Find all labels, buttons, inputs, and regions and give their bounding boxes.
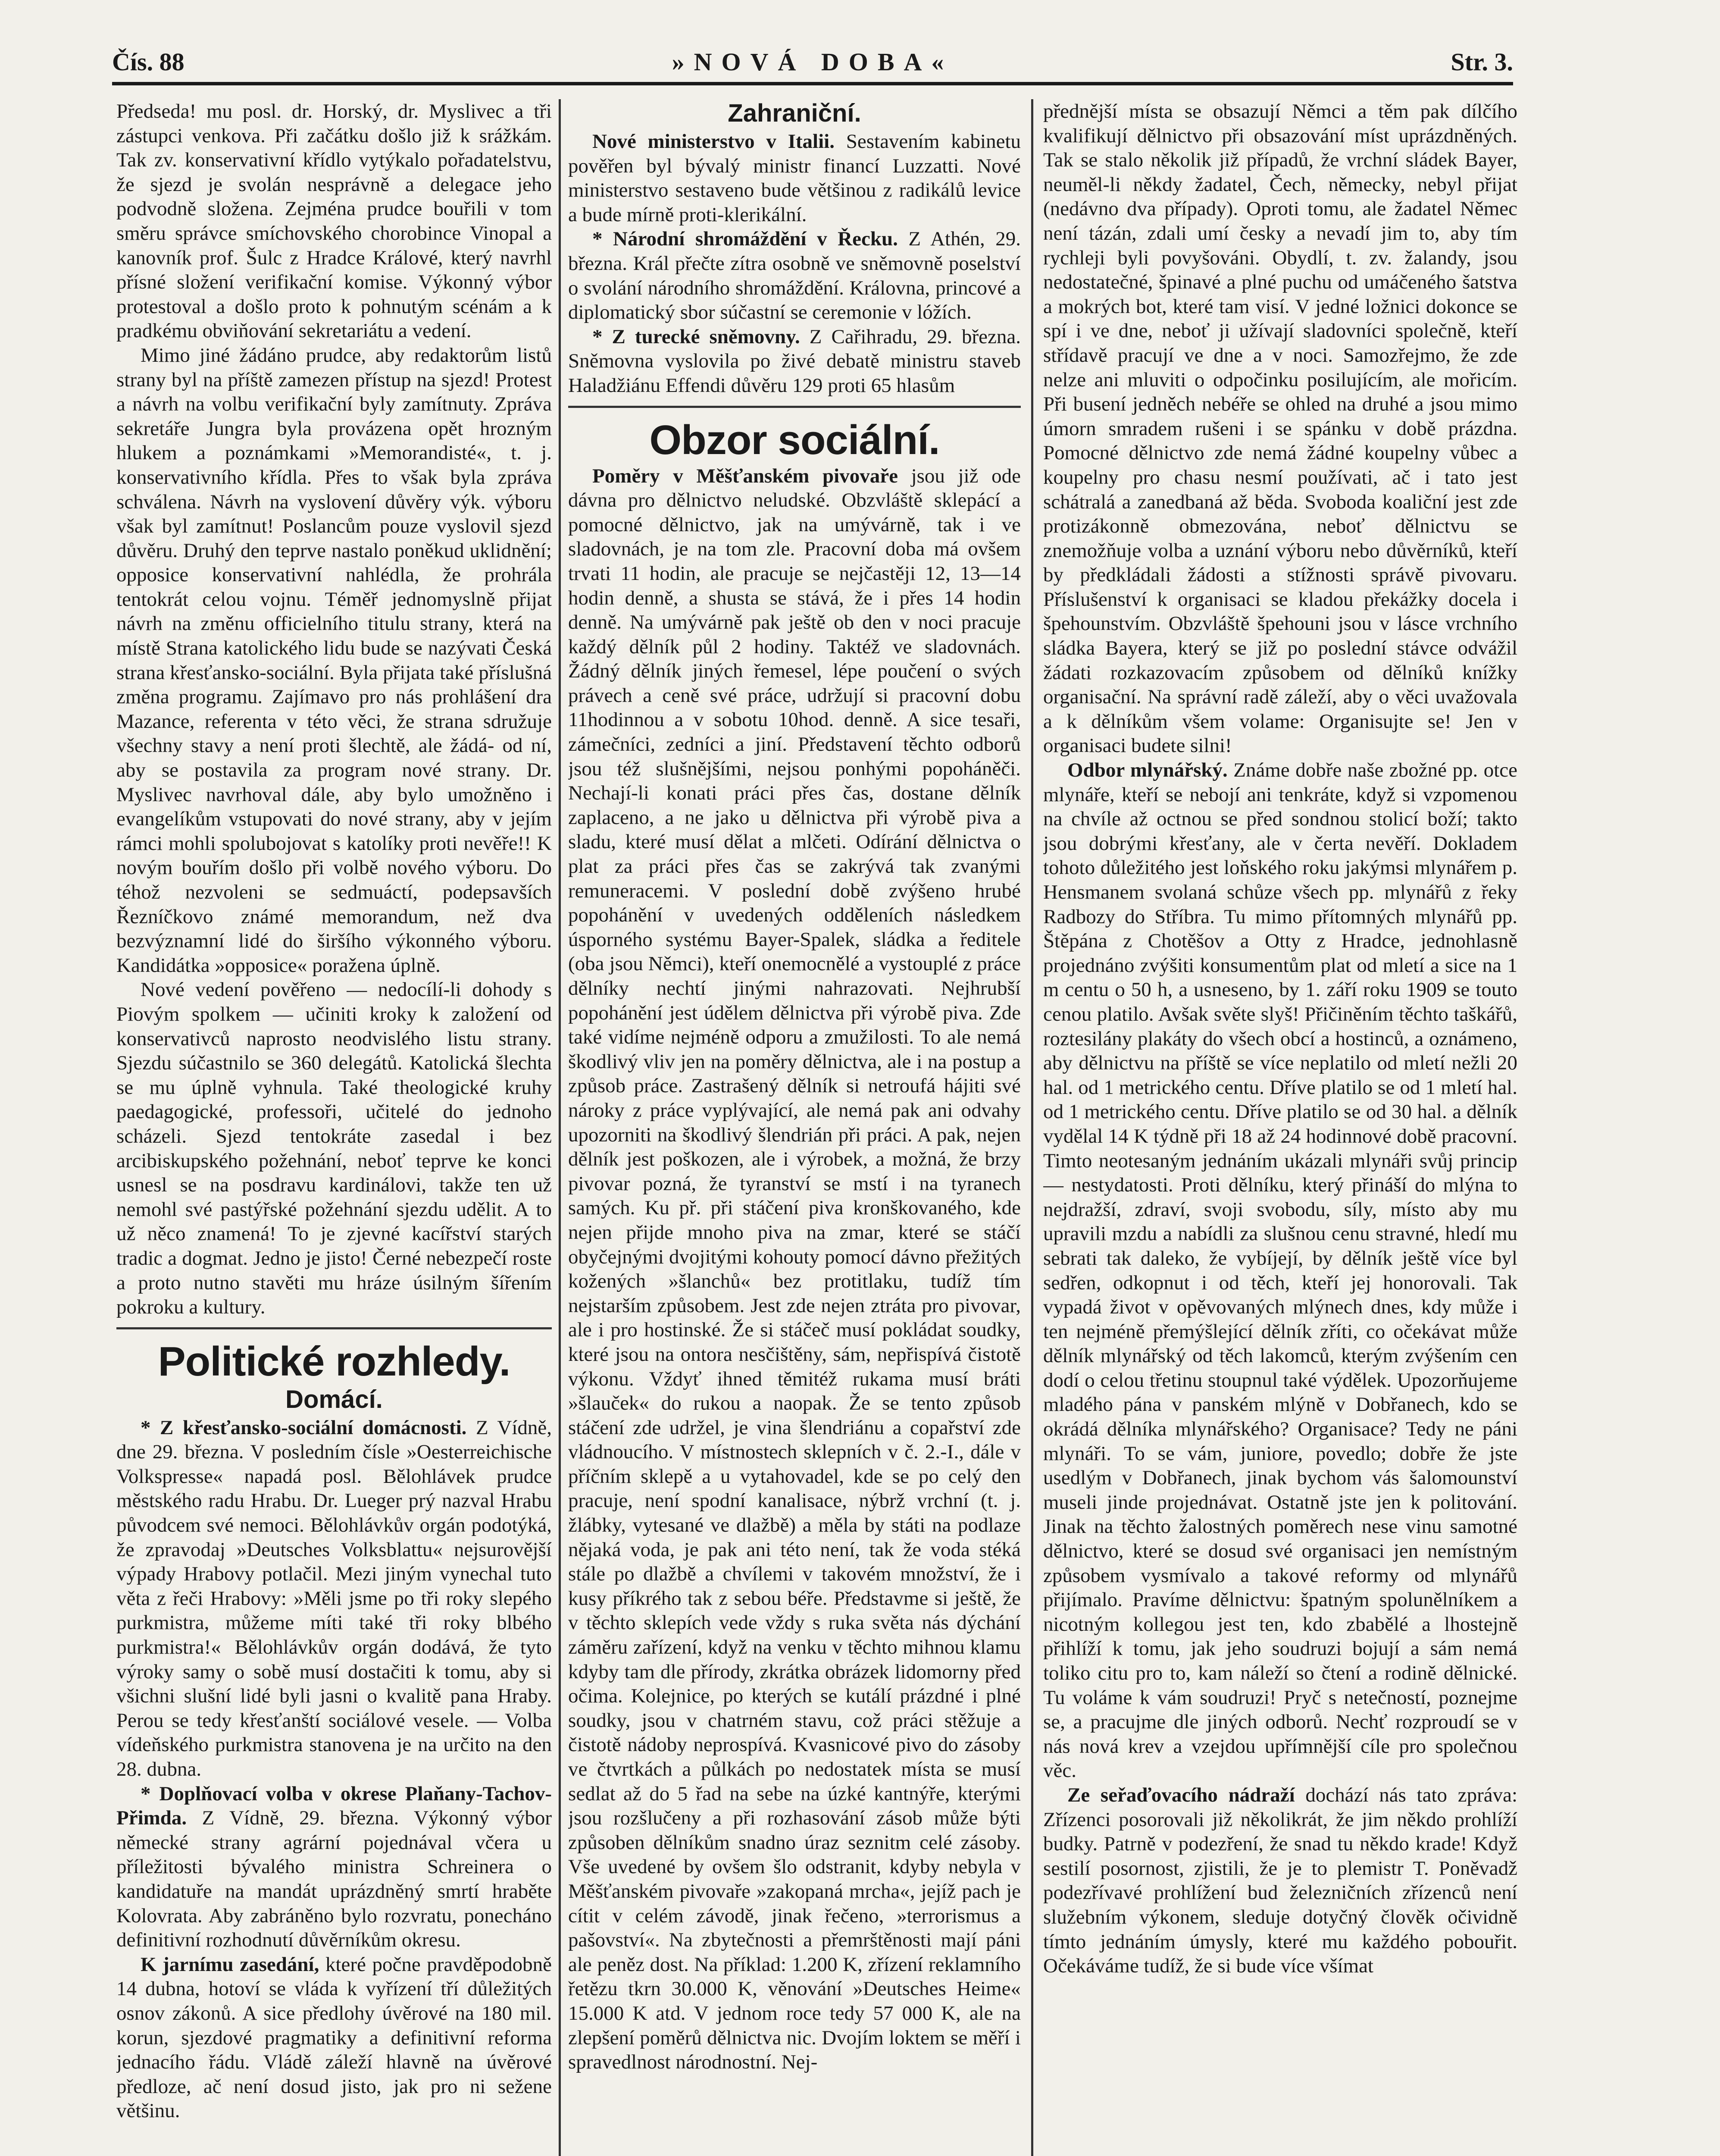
news-item-text: dochází nás tato zpráva: Zřízenci posorovali již několikrát, že jim někdo prohlíží budky. Patrně v podezření, že snad tu někdo krade! Když sestilí posornost, zjistili, že je to plemistr T. Poněvadž podezřívavé prohlížení bud železničních zřízenců není služebním výkonem, sleduje dotyčný člověk očividně tímto jednáním úmysly, které mu každého pobouřit. Očekáváme tudíž, že si bude více všímat: [1043, 1783, 1517, 1977]
news-item: [1043, 758, 1517, 1783]
article-paragraph: Mimo jiné žádáno prudce, aby redaktorům listů strany byl na příště zamezen přístup na sjezd! Protest a návrh na volbu verifikační byly zamítnuty. Zpráva sekretáře Jungra byla provázena opět hrozným hlukem a poznámkami »Memorandisté«, t. j. konservativního křídla. Přes to však byla zpráva schválena. Návrh na vyslovení důvěry výk. výboru však byl zamítnut! Poslancům pouze vyslovil sjezd důvěru. Druhý den teprve nastalo poněkud uklidnění; opposice konservativní nahlédla, že prohrála tentokrát celou vojnu. Téměř jednomyslně přijat návrh na změnu officielního titulu strany, která na místě Strana katolického lidu bude se nazývati Česká strana křesťansko-sociální. Byla přijata také příslušná změna programu. Zajímavo pro nás prohlášení dra Mazance, referenta v této věci, že strana sdružuje všechny stavy a není proti šlechtě, ale žádá- od ní, aby se postavila za program nové strany. Dr. Myslivec navrhoval dále, aby bylo umožněno i evangelíkům vstupovati do nové strany, aby v jejím rámci mohli spolubojovat s katolíky proti nevěře!! K novým bouřím došlo při volbě nového výboru. Do téhož nezvoleni se sedmuáctí, podepsavších Řezníčkovo známé memorandum, než dva bezvýznamní lidé do širšího výkonného výboru. Kandidátka »opposice« poražena úplně.: [116, 344, 552, 977]
news-item: [568, 227, 1021, 324]
news-item-text: Sestavením kabinetu pověřen byl bývalý ministr financí Luzzatti. Nové ministerstvo sestaveno bude většinou z radikálů levice a bude mírně proti-klerikální.: [568, 130, 1021, 226]
issue-number: Čís. 88: [112, 48, 185, 76]
news-item-text: jsou již ode dávna pro dělnictvo neludské. Obzvláště sklepácí a pomocné dělnictvo, jak na umývárně, tak i ve sladovnách, je na tom zle. Pracovní doba má ovšem trvati 11 hodin, ale pracuje se nejčastěji 12, 13—14 hodin denně, a shusta se stává, že i přes 14 hodin denně. Na umývárně pak ještě ob den v noci pracuje každý dělník půl 2 hodiny. Taktéž ve sladovnách. Žádný dělník jiných řemesel, lépe poučení o svých právech a ceně své práce, udržují si pracovní dobu 11hodinnou a v sobotu 10hod. denně. A sice tesaři, zámečníci, zedníci a jiní. Představení těchto odborů jsou též slušnějšími, nejsou ponhými popoháněči. Nechají-li konati práci přes čas, dostane dělník zaplaceno, a ne jako u dělnictva při výrobě piva a sladu, které musí dělat a mlčeti. Odírání dělnictva o plat za práci přes čas se zakrývá tak zvanými remuneracemi. V poslední době zvýšeno hrubé popohánění v uvedených odděleních následkem úsporného systému Bayer-Spalek, sládka a ředitele (oba jsou Němci), kteří onemocnělé a vystouplé z práce dělníky nechtí jinými nahrazovati. Nejhrubší popohánění jest údělem dělnictva při výrobě piva. Zde také vidíme nejméně odporu a zmužilosti. To ale nemá škodlivý vliv jen na poměry dělnictva, ale i na postup a způsob práce. Zastrašený dělník si netroufá hájiti své nároky z práce vyplývající, ale nemá pak ani odvahy upozorniti na škodlivý šlendrián při práci. A pak, nejen dělník jest poškozen, ale i výrobek, a možná, že brzy pivovar pozná, že tyranství se mstí i na tyranech samých. Ku př. při stáčení piva kronškovaného, kde nejen přijde mnoho piva na zmar, které se stáčí obyčejnými dvojitými kohouty pomocí dávno přežitých kožených »šlanchů« bez protitlaku, tudíž tím nejstarším způsobem. Jest zde nejen ztráta pro pivovar, ale i pro hostinské. Že si stáčeč musí pokládat soudky, které jsou na ontora nesčištěny, sám, nepřispívá čistotě výkonu. Vždyť ihned těmitéž rukama musí bráti »šlauček« do rukou a naopak. Že se tento způsob stáčení zde udržel, je vina šlendriánu a copařství zde vládnoucího. V místnostech sklepních v č. 2.-I., dále v příčním sklepě a u vytahovadel, kde se po celý den pracuje, není spodní kanalisace, nýbrž vrchní (t. j. žlábky, vytesané ve dlažbě) a měla by státi na podlaze nějaká voda, je pak ani této není, tak že voda stéká stále po dlažbě a chvílemi v takovém množství, že i kusy příkrého tak z sebou béře. Představme si ještě, že v těchto sklepích vede vždy s ruka světa nás dýchání záměru zařízení, když na venku v těchto mihnou klamu kdyby tam dle přírody, zkrátka obrázek lidomorny před očima. Kolejnice, po kterých se kutálí prázdné i plné soudky, jsou v chatrném stavu, což práci stěžuje a čistotě nádoby neprospívá. Kvasnicové pivo do zásoby ve čtvrtkách a půlkách po nedostatek místa se musí sedlat až do 5 řad na sebe na úzké kantnýře, kterými jsou rozšlučeny a při rozhasování zásob může býti způsoben dělníkům snadno úraz seznitm celé zásoby. Vše uvedené by ovšem šlo odstranit, kdyby nebyla v Měšťanském pivovaře »zakopaná mrcha«, jejíž pach je cítit v celém závodě, jinak řečeno, »terrorismus a pašovství«. Na zbytečnosti a přemrštěnosti mají páni ale peněz dost. Na příklad: 1.200 K, zřízení reklamního řetězu tkrn 30.000 K, věnování »Deutsches Heime« 15.000 K atd. V jednom roce tedy 57 000 K, ale na zlepšení poměrů dělnictva nic. Dvojím loktem se měří i spravedlnost národnostní. Nej-: [568, 464, 1021, 2074]
page-number: Str. 3.: [1451, 48, 1513, 76]
news-item: [116, 1416, 552, 1782]
column-3: [1043, 99, 1517, 2156]
column-rule-1: [559, 99, 561, 2156]
news-item-heading: Ze seřaďovacího nádraží: [1067, 1783, 1295, 1806]
column-2: [568, 99, 1021, 2156]
news-item-heading: Nové ministerstvo v Italii.: [592, 130, 835, 153]
section-divider: [568, 406, 1021, 408]
news-item-heading: * Z turecké sněmovny.: [592, 325, 800, 348]
news-item-text: které počne pravděpodobně 14 dubna, hotoví se vláda k vyřízení tří důležitých osnov zákonů. A sice předlohy úvěrové na 180 mil. korun, sjezdové pragmatiky a definitivní reforma jednacího řádu. Vládě záleží hlavně na úvěrové předloze, ač není dosud jisto, jak pro ni sežene většinu.: [116, 1953, 552, 2122]
news-item-heading: * Doplňovací volba v okrese Plaňany-Tachov-Přimda.: [116, 1782, 552, 1830]
section-heading-obzor: Obzor sociální.: [649, 417, 940, 463]
section-divider: [116, 1327, 552, 1329]
news-item: [568, 325, 1021, 398]
newspaper-title: »NOVÁ DOBA«: [672, 48, 954, 76]
news-item-heading: * Z křesťansko-sociální domácnosti.: [141, 1416, 467, 1439]
page-header: [112, 47, 1513, 85]
news-item-text: Z Vídně, dne 29. března. V posledním čísle »Oesterreichische Volkspresse« napadá posl. Bělohlávek prudce městského radu Hrabu. Dr. Lueger prý nazval Hrabu původcem své nemoci. Bělohlávkův orgán podotýká, že zpravodaj »Deutsches Volksblattu« nejsurovější výpady Hrabovy potlačil. Mezi jiným vynechal tuto věta z řeči Hrabovy: »Měli jsme po tři roky slepého purkmistra, můžeme míti také tři roky blbého purkmistra!« Bělohlávkův orgán dodává, že tyto výroky samy o sobě musí dostačiti k tomu, aby si všichni slušní lidé byli jasni o kvalitě pana Hraby. Perou se tedy křesťanští sociálové vesele. — Volba vídeňského purkmistra stanovena je na určito na den 28. dubna.: [116, 1416, 552, 1780]
subsection-heading-zahranicni: Zahraniční.: [728, 99, 861, 127]
news-item-text: Známe dobře naše zbožné pp. otce mlynáře, kteří se nebojí ani tenkráte, když si vzpomenou na chvíle až octnou se před sondnou stolicí boží; takto jsou dobrými křesťany, ale v čerta nevěří. Dokladem tohoto důležitého jest loňského roku jakýmsi mlynářem p. Hensmanem svolaná schůze všech pp. mlynářů z řeky Radbozy do Stříbra. Tu mimo přítomných mlynářů pp. Štěpána z Chotěšov a Otty z Hradce, jednohlasně projednáno zvýšiti konsumentům plat od mletí a sice na 1 m centu o 50 h, a usneseno, by 1. září roku 1909 se touto cenou platilo. Avšak světe slyš! Přičiněním těchto taškářů, roztesilány plakáty do všech obcí a hostinců, a oznámeno, aby dělnictvu na příště se více neplatilo od mletí nežli 20 hal. od 1 metrického centu. Dříve platilo se od 1 mletí hal. od 1 metrického centu. Dříve platilo se od 30 hal. a dělník vydělal 14 K týdně při 18 až 24 hodinnové době pracovní. Timto neotesaným jednáním ukázali mlynáři svůj princip — nestydatosti. Proti dělníku, který přináší do mlýna to nejdražší, zdraví, svoji svobodu, síly, místo aby mu upravili mzdu a nabídli za slušnou cenu stravné, hledí mu sebrati tak daleko, že vybíjejí, by dělník ještě více byl sedřen, odkopnut i od těch, kteří jej honorovali. Tak vypadá život v opěvovaných mlýnech dnes, kdy může i ten nejméně přemýšlející dělník zříti, co očekávat může dělník mlynářský od těch lakomců, kterým zvýšením cen dodí o celou třetinu stoupnul také výdělek. Upozorňujeme mladého pána v panském mlýně v Dobřanech, kdo se okrádá dělníka mlynářského? Organisace? Tedy ne páni mlynáři. To se vám, juniore, povedlo; dobře že jste usedlým v Dobřanech, jinak bychom vás šalomounství museli jinde projednávat. Ostatně jste jen k politování. Jinak na těchto žalostných poměrech nese vinu samotné dělnictvo, které se dosud své organisaci jen nemístným způsobem vysmívalo a takové reformy od mlynářů přijímalo. Pravíme dělnictvu: špatným spolunělníkem a nicotným kollegou jest ten, kdo zbabělé a lhostejně přihlíží k tomu, jak jeho soudruzi bojují a sám nemá toliko citu pro to, kam náleží so čtení a rodině dělnické. Tu voláme k vám soudruzi! Pryč s netečností, poznejme se, a pracujme dle jiných odborů. Nechť rozproudí se v nás nová krev a vzejdou upřímnější cíle pro společnou věc.: [1043, 759, 1517, 1782]
news-item-heading: K jarnímu zasedání,: [141, 1953, 319, 1976]
subsection-heading-domaci: Domácí.: [285, 1385, 383, 1413]
article-paragraph: Nové vedení pověřeno — nedocílí-li dohody s Piovým spolkem — učiniti kroky k založení od konservativců naprosto neodvislého listu strany. Sjezdu súčastnilo se 360 delegátů. Katolická šlechta se mu úplně vyhnula. Také theologické kruhy paedagogické, professoři, učitelé do jednoho scházeli. Sjezd tentokráte zasedal i bez arcibiskupského požehnání, neboť teprve ke konci usnesl se na posdravu kardinálovi, takže ten už nemohl své pastýřské požehnání sjezdu udělit. A to už něco znamená! To je zjevné kacířství starých tradic a dogmat. Jedno je jisto! Černé nebezpečí roste a proto nutno stavěti mu hráze úsilným šířením pokroku a kultury.: [116, 978, 552, 1319]
article-paragraph: přednější místa se obsazují Němci a těm pak dílčího kvalifikují dělnictvo při obsazování míst uprázdněných. Tak se stalo několik již případů, že vrchní sládek Bayer, neuměl-li někdy žadatel, Čech, německy, nebyl přijat (nedávno dva případy). Oproti tomu, ale žadatel Němec není tázán, zdali umí česky a nevadí jim to, aby tím rychleji byli povyšováni. Obydlí, t. zv. žalandy, jsou nedostatečné, špinavé a plné puchu od umáčeného šatstva a mokrých bot, které tam visí. V jedné ložnici dokonce se spí i ve dne, neboť ji užívají sladovníci společně, kteří střídavě pracují ve dne a v noci. Samozřejmo, že zde nelze ani mluviti o odpočinku posilujícím, ale mořicím. Při busení jedněch nebéře se ohled na druhé a jsou mimo úmorn smradem rušeni i se spánku v době prázdna. Pomocné dělnictvo zde nemá žádné koupelny vůbec a koupelny pro chasu nesmí používati, ač i tato jest schátralá a zanedbaná až běda. Svoboda koaliční jest zde protizákonně obmezována, neboť dělnictvu se znemožňuje volba a uznání výboru nebo důvěrníků, kteří by předkládali žádosti a stížnosti správě pivovaru. Příslušenství k organisaci se kladou překážky docela i špehounstvím. Obzvláště špehouni jsou v lásce vrchního sládka Bayera, který se již po poslední stávce odvážil žádati rozkazovacím způsobem od dělníků knížky organisační. Na správní radě záleží, aby o věci uvažovala a k dělníkům všem volame: Organisujte se! Jen v organisaci budete silni!: [1043, 100, 1517, 757]
news-item: [116, 1782, 552, 1952]
column-1: [116, 99, 552, 2156]
news-item: [568, 129, 1021, 227]
news-item-text: Z Vídně, 29. března. Výkonný výbor německé strany agrární pojednával včera u příležitosti bývalého ministra Schreinera o kandidatuře na mandát uprázdněný smrtí hraběte Kolovrata. Aby zabráněno bylo rozvratu, ponecháno definitivní rozhodnutí důvěrníkům okresu.: [116, 1807, 552, 1952]
news-item-text: Z Athén, 29. března. Král přečte zítra osobně ve sněmovně poselství o svolání národního shromáždění. Královna, princové a diplomatický sbor súčastní se ceremonie v lóžích.: [568, 228, 1021, 324]
news-item: [1043, 1783, 1517, 1978]
news-item-heading: * Národní shromáždění v Řecku.: [592, 228, 898, 251]
news-item: [116, 1952, 552, 2123]
article-paragraph: Předseda! mu posl. dr. Horský, dr. Myslivec a tři zástupci venkova. Při začátku došlo již k srážkám. Tak zv. konservativní křídlo vytýkalo pořadatelstvu, že sjezd je svolán nesprávně a delegace jeho podvodně složena. Zejména prudce bouřili v tom směru správce smíchovského chorobince Vinopal a kanovník prof. Šulc z Hradce Králové, který navrhl přísné složení verifikační komise. Výkonný výbor protestoval a došlo proto k pohnutým scénám a k pradkému obviňování sekretariátu a vedení.: [116, 100, 552, 342]
news-item-heading: Odbor mlynářský.: [1067, 759, 1228, 782]
news-item: [568, 464, 1021, 2075]
news-item-text: Z Cařihradu, 29. března. Sněmovna vyslovila po živé debatě ministru staveb Haladžiánu Effendi důvěru 129 proti 65 hlasům: [568, 325, 1021, 397]
section-heading-politicke: Politické rozhledy.: [158, 1338, 510, 1385]
column-rule-2: [1031, 99, 1033, 2156]
news-item-heading: Poměry v Měšťanském pivovaře: [592, 464, 898, 487]
